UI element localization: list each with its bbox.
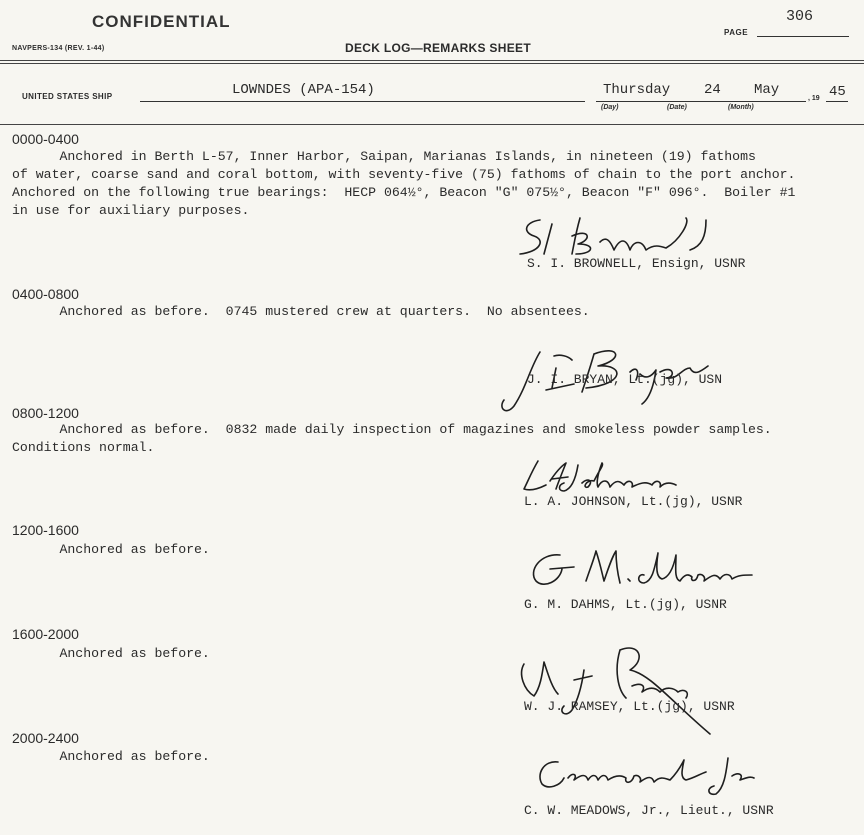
day-value: Thursday [603,82,671,98]
officer-name: W. J. RAMSEY, Lt.(jg), USNR [524,699,735,714]
sheet-title: DECK LOG—REMARKS SHEET [345,41,531,55]
watch-time: 0000-0400 [12,131,79,147]
ship-label: UNITED STATES SHIP [22,92,113,101]
date-sublabel: (Date) [667,104,687,111]
log-entry-text: Anchored in Berth L-57, Inner Harbor, Saipan, Marianas Islands, in nineteen (19) fathoms of water, coarse sand and coral bottom, with seventy-five (75) fathoms of chain to the port anchor. Anchored on the following true bearings: HECP 064½°, Beacon "G" 075½°, Beacon "F" 096°. Boiler #1 in use for auxiliary purposes. [12,149,796,218]
ship-rule [0,124,864,125]
ship-name-line [140,101,585,102]
ship-name: LOWNDES (APA-154) [232,82,375,98]
header-rule-double [0,63,864,64]
officer-name: L. A. JOHNSON, Lt.(jg), USNR [524,494,743,509]
log-entry-text: Anchored as before. [12,542,210,557]
classification-heading: CONFIDENTIAL [92,12,231,31]
officer-signature [530,748,760,798]
watch-time: 2000-2400 [12,730,79,746]
log-entry-text: Anchored as before. 0832 made daily inspection of magazines and smokeless powder samples. Conditions normal. [12,422,772,455]
log-entry-text: Anchored as before. [12,749,210,764]
page-number-line [757,36,849,37]
watch-time: 1600-2000 [12,626,79,642]
form-number: NAVPERS-134 (REV. 1-44) [12,45,105,52]
log-entry-text: Anchored as before. [12,646,210,661]
date-line [596,101,806,102]
watch-time: 0800-1200 [12,405,79,421]
officer-name: S. I. BROWNELL, Ensign, USNR [527,256,746,271]
officer-name: J. I. BRYAN, Lt.(jg), USN [527,372,723,387]
page-number: 306 [786,8,814,25]
year-prefix: , 19 [808,95,820,102]
header-rule [0,60,864,61]
officer-name: C. W. MEADOWS, Jr., Lieut., USNR [524,803,774,818]
officer-signature [520,545,760,595]
day-sublabel: (Day) [601,104,619,111]
watch-time: 0400-0800 [12,286,79,302]
log-entry-text: Anchored as before. 0745 mustered crew at quarters. No absentees. [12,304,590,319]
month-sublabel: (Month) [728,104,754,111]
officer-signature [510,640,730,740]
officer-signature [510,210,720,260]
officer-name: G. M. DAHMS, Lt.(jg), USNR [524,597,727,612]
month-value: May [754,82,780,98]
page-label: PAGE [724,28,749,37]
watch-time: 1200-1600 [12,522,79,538]
date-value: 24 [704,82,721,98]
year-line [826,101,848,102]
year-value: 45 [829,84,846,100]
